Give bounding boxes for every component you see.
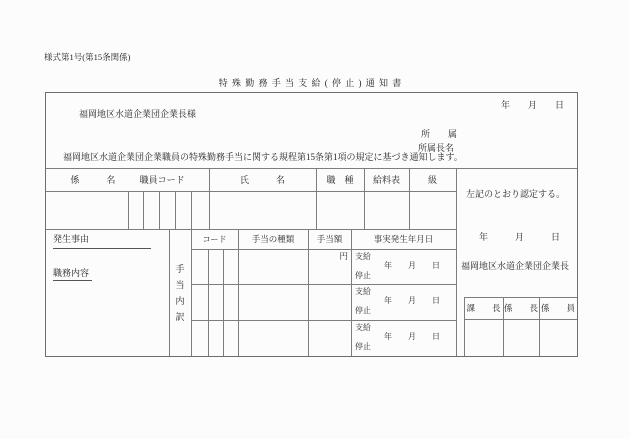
- employee-header-section-code: [46, 168, 209, 191]
- row3-stop-label: 停止: [355, 342, 371, 351]
- form-frame: [45, 92, 578, 357]
- form-title: 特 殊 勤 務 手 当 支 給 ( 停 止 ) 通 知 書: [218, 78, 403, 88]
- occurrence-reason-label: 発生事由: [53, 234, 151, 249]
- row2-date-line: 年 月 日: [384, 296, 440, 305]
- line-main-right-column: [456, 168, 457, 356]
- stamp-header-subsection-chief: 係 長: [503, 303, 538, 313]
- employee-code-header: 職員コード: [139, 175, 185, 185]
- row1-date-line: 年 月 日: [384, 261, 440, 270]
- line-code-sub-3: [175, 191, 176, 229]
- name-header: 氏 名: [239, 175, 285, 185]
- line-code-col-1: [208, 249, 209, 356]
- divider-row-2: [191, 320, 456, 321]
- row1-stop-label: 停止: [355, 271, 371, 280]
- line-code-sub-4: [191, 191, 192, 229]
- affiliation-label: 所 属: [421, 129, 458, 139]
- stamp-header-section-chief: 課 長: [466, 303, 501, 313]
- section-name-header: 係 名: [70, 175, 116, 185]
- row3-date-line: 年 月 日: [384, 332, 440, 341]
- breakdown-label: 手当内訳: [174, 264, 185, 328]
- allowance-type-header: 手当の種類: [251, 234, 295, 244]
- addressee: 福岡地区水道企業団企業長様: [79, 109, 197, 119]
- row3-pay-label: 支給: [355, 323, 371, 332]
- row1-pay-label: 支給: [355, 252, 371, 261]
- divider-employee-header: [46, 191, 456, 192]
- breakdown-label-cell: [169, 257, 191, 335]
- job-type-header: 職 種: [326, 175, 354, 185]
- grade-header: 級: [427, 175, 437, 185]
- line-code-sub-1: [143, 191, 144, 229]
- header-date-line: 年 月 日: [501, 100, 565, 110]
- certify-text: 左記のとおり認定する。: [466, 189, 566, 199]
- approval-date-line: 年 月 日: [479, 232, 561, 242]
- approval-signer: 福岡地区水道企業団企業長: [461, 261, 570, 271]
- notice-sentence: 福岡地区水道企業団企業職員の特殊勤務手当に関する規程第15条第1項の規定に基づき通知します。: [63, 152, 463, 162]
- line-code-sub-0: [128, 191, 129, 229]
- form-number: 様式第1号(第15条関係): [44, 52, 131, 62]
- line-code-col-2: [223, 249, 224, 356]
- row2-pay-label: 支給: [355, 287, 371, 296]
- yen-unit: 円: [339, 251, 348, 261]
- stamp-header-staff: 係 員: [540, 303, 575, 313]
- affiliation-chief-label: 所属長名: [418, 143, 455, 153]
- line-code-sub-2: [159, 191, 160, 229]
- divider-row-1: [191, 284, 456, 285]
- code-header: コード: [202, 234, 227, 244]
- allowance-amount-header: 手当額: [316, 234, 343, 244]
- stamp-table-header-bottom: [464, 319, 577, 320]
- duty-description-label: 職務内容: [53, 268, 92, 281]
- salary-table-header: 給料表: [372, 175, 400, 185]
- row2-stop-label: 停止: [355, 306, 371, 315]
- fact-date-header: 事実発生年月日: [373, 234, 434, 244]
- divider-breakdown-header: [191, 249, 456, 250]
